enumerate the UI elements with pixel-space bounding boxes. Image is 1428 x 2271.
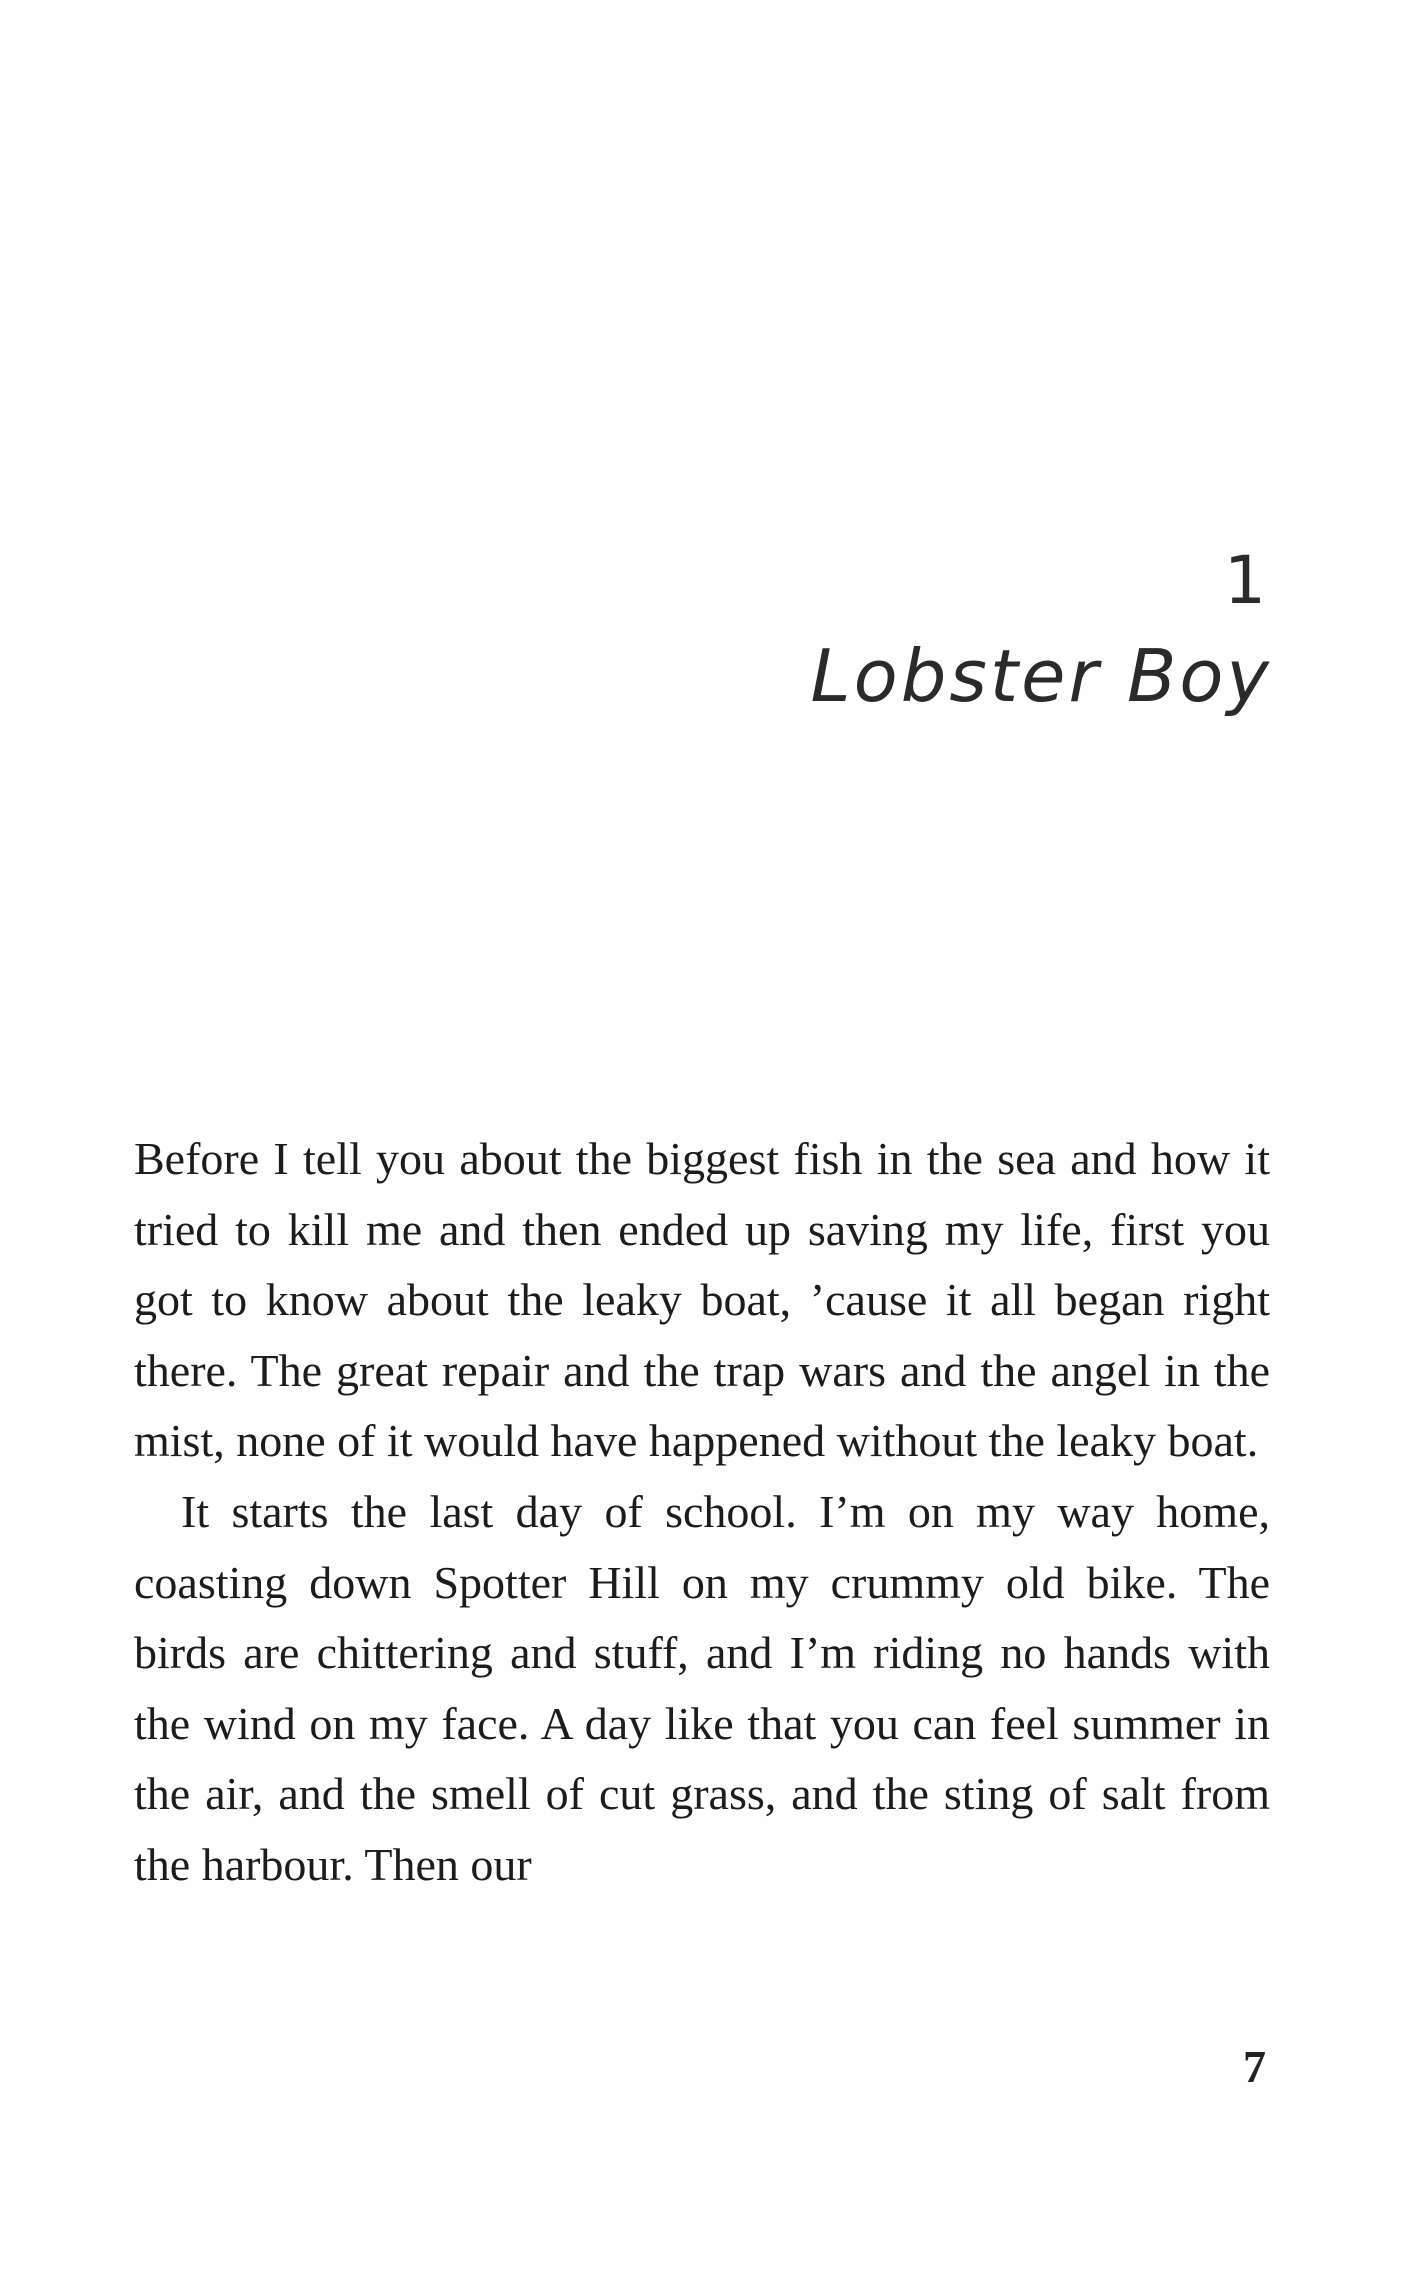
paragraph: Before I tell you about the biggest fish in the sea and how it tried to kill me and then ended up saving my life, first you got to know about the leaky boat, ’cause it all began right there. The great repair and the trap wars and the angel in the mist, none of it would have happened without the leaky boat. [134, 1133, 1270, 1467]
chapter-number: 1 [1224, 542, 1266, 619]
chapter-body [134, 1124, 1270, 1901]
paragraph: It starts the last day of school. I’m on my way home, coasting down Spotter Hill on my crummy old bike. The birds are chittering and stuff, and I’m riding no hands with the wind on my face. A day like that you can feel summer in the air, and the smell of cut grass, and the sting of salt from the harbour. Then our [134, 1485, 1270, 1890]
chapter-title: Lobster Boy [810, 634, 1272, 718]
page-number: 7 [1243, 2041, 1266, 2092]
